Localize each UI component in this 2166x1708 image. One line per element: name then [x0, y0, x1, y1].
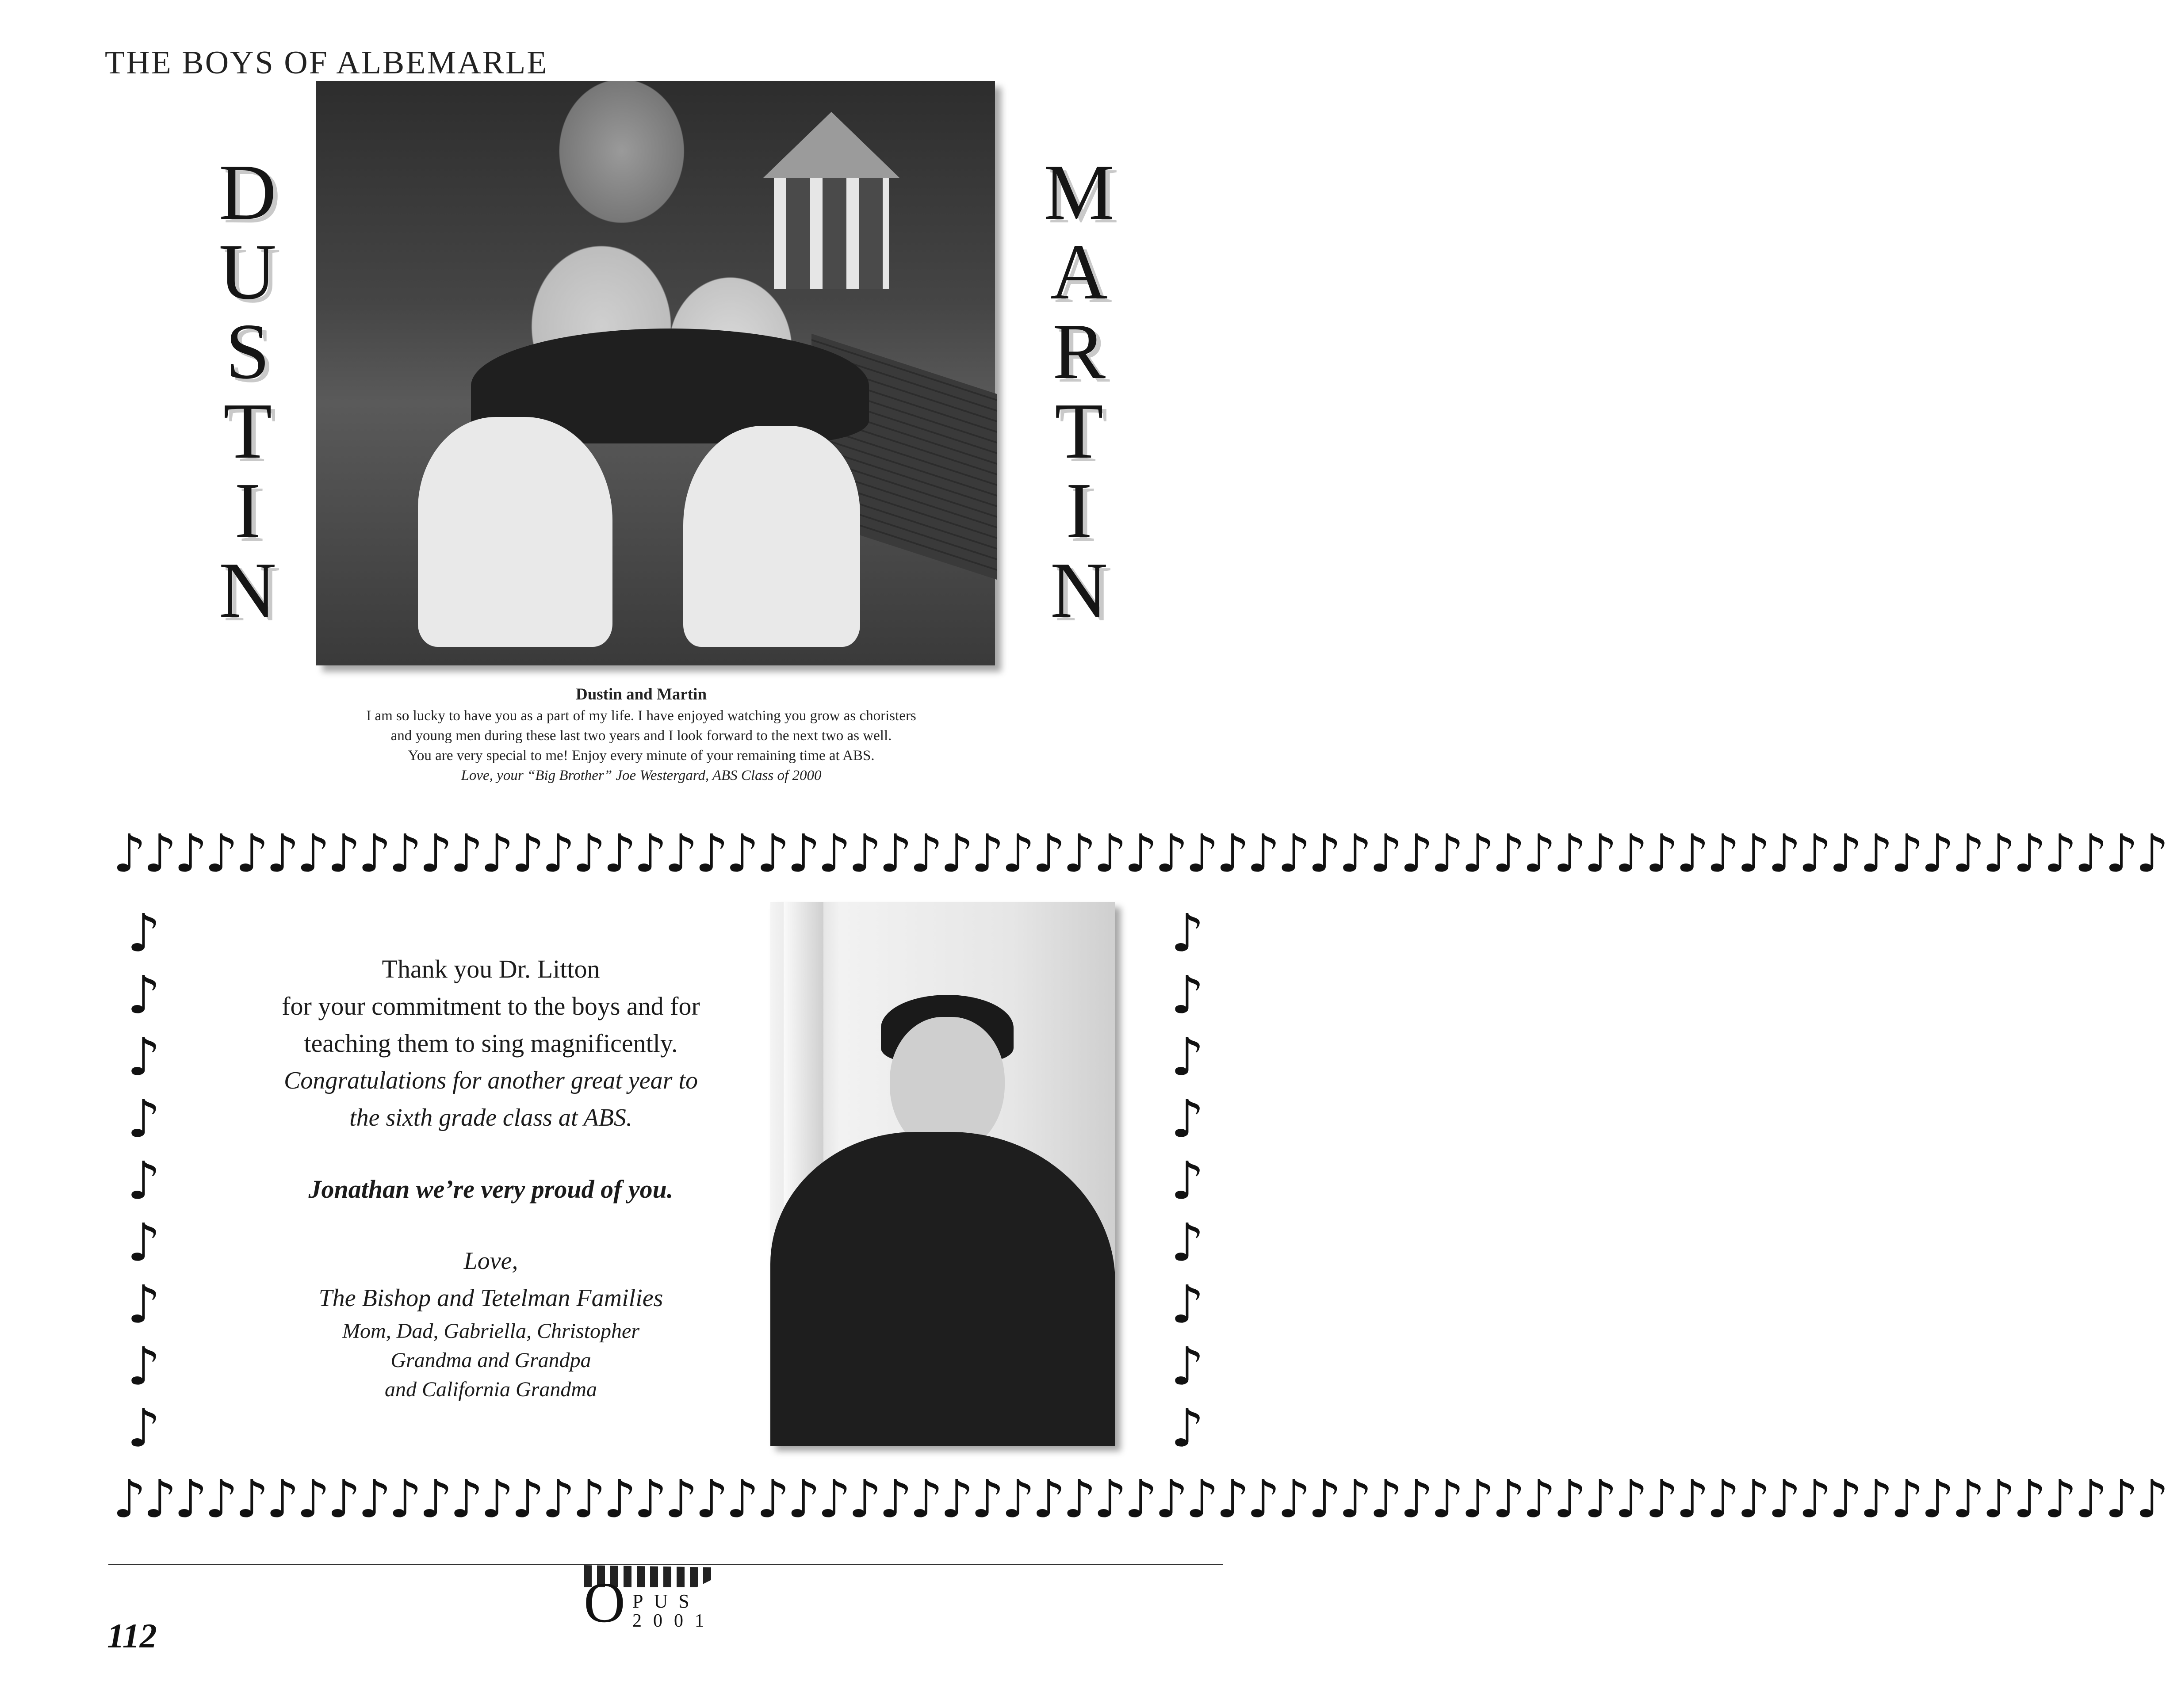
- music-note-icon: ♪: [127, 1212, 161, 1273]
- name-letter: D: [219, 148, 276, 236]
- dedication-message: [208, 951, 774, 1404]
- caption-signature: Love, your “Big Brother” Joe Westergard, ABS Class of 2000: [461, 768, 822, 783]
- name-letter: T: [1055, 387, 1103, 475]
- photo-jonathan: [770, 902, 1115, 1446]
- music-note-icon: ♪: [1171, 1336, 1204, 1397]
- logo-year: 2001: [632, 1611, 716, 1631]
- message-members: Grandma and Grandpa: [390, 1349, 591, 1372]
- music-note-border-right: [1163, 902, 1212, 1459]
- opus-2001-logo: [584, 1565, 716, 1635]
- message-line: teaching them to sing magnificently.: [304, 1029, 678, 1058]
- message-line: Thank you Dr. Litton: [382, 955, 600, 983]
- music-note-icon: ♪: [127, 902, 161, 963]
- music-note-icon: ♪: [127, 1026, 161, 1087]
- name-letter: I: [1066, 466, 1092, 554]
- music-note-icon: ♪: [1171, 1274, 1204, 1335]
- music-note-icon: ♪: [1171, 964, 1204, 1025]
- gazebo-illustration: [758, 112, 904, 298]
- name-letter: T: [223, 387, 272, 475]
- name-letter: N: [1050, 546, 1108, 634]
- caption-line: I am so lucky to have you as a part of my life. I have enjoyed watching you grow as choristers: [366, 708, 916, 724]
- message-families: The Bishop and Tetelman Families: [318, 1284, 663, 1312]
- name-letter: R: [1052, 307, 1106, 395]
- message-line: the sixth grade class at ABS.: [349, 1104, 632, 1131]
- music-note-icon: ♪: [1171, 1212, 1204, 1273]
- coat-illustration: [770, 1132, 1115, 1446]
- music-note-icon: ♪: [127, 964, 161, 1025]
- caption-line: and young men during these last two years and I look forward to the next two as well.: [390, 728, 892, 744]
- music-note-icon: ♪: [1171, 1026, 1204, 1087]
- music-note-border-top: ♪♪♪♪♪♪♪♪♪♪♪♪♪♪♪♪♪♪♪♪♪♪♪♪♪♪♪♪♪♪♪♪♪♪♪♪♪♪♪♪♪♪♪♪♪♪♪♪♪♪♪♪♪♪♪♪♪♪♪♪♪♪♪♪♪♪♪: [113, 823, 2166, 884]
- music-note-icon: ♪: [127, 1088, 161, 1149]
- photo-dustin-and-martin: [316, 81, 995, 665]
- music-note-icon: ♪: [1171, 1150, 1204, 1211]
- logo-o: O: [584, 1571, 625, 1635]
- name-letter: M: [1043, 148, 1115, 236]
- name-letter: S: [225, 307, 270, 395]
- music-note-icon: ♪: [127, 1336, 161, 1397]
- page-number: 112: [107, 1616, 157, 1655]
- name-letter: I: [234, 466, 261, 554]
- music-note-icon: ♪: [1171, 1088, 1204, 1149]
- name-letter: N: [219, 546, 276, 634]
- right-boy-shirt: [683, 426, 860, 647]
- music-note-icon: ♪: [1171, 902, 1204, 963]
- vertical-name-martin: [1041, 148, 1117, 634]
- photo-caption: [243, 684, 1039, 786]
- message-members: and California Grandma: [384, 1378, 597, 1401]
- music-note-icon: ♪: [127, 1150, 161, 1211]
- caption-title: Dustin and Martin: [575, 685, 707, 703]
- message-emphasis: Jonathan we’re very proud of you.: [308, 1175, 674, 1204]
- left-boy-shirt: [418, 417, 612, 647]
- page-header-title: THE BOYS OF ALBEMARLE: [105, 45, 548, 81]
- message-love: Love,: [463, 1247, 518, 1275]
- music-note-border-left: [119, 902, 168, 1459]
- message-members: Mom, Dad, Gabriella, Christopher: [342, 1319, 639, 1343]
- message-line: for your commitment to the boys and for: [282, 992, 700, 1020]
- name-letter: A: [1050, 228, 1108, 316]
- music-note-icon: ♪: [127, 1398, 161, 1459]
- message-line: Congratulations for another great year to: [284, 1067, 698, 1094]
- music-note-border-bottom: ♪♪♪♪♪♪♪♪♪♪♪♪♪♪♪♪♪♪♪♪♪♪♪♪♪♪♪♪♪♪♪♪♪♪♪♪♪♪♪♪♪♪♪♪♪♪♪♪♪♪♪♪♪♪♪♪♪♪♪♪♪♪♪♪♪♪♪: [113, 1468, 2166, 1529]
- music-note-icon: ♪: [127, 1274, 161, 1335]
- logo-letters: PUS: [632, 1590, 700, 1612]
- vertical-name-dustin: [210, 148, 285, 634]
- music-note-icon: ♪: [1171, 1398, 1204, 1459]
- caption-line: You are very special to me! Enjoy every minute of your remaining time at ABS.: [408, 748, 875, 764]
- name-letter: U: [219, 228, 276, 316]
